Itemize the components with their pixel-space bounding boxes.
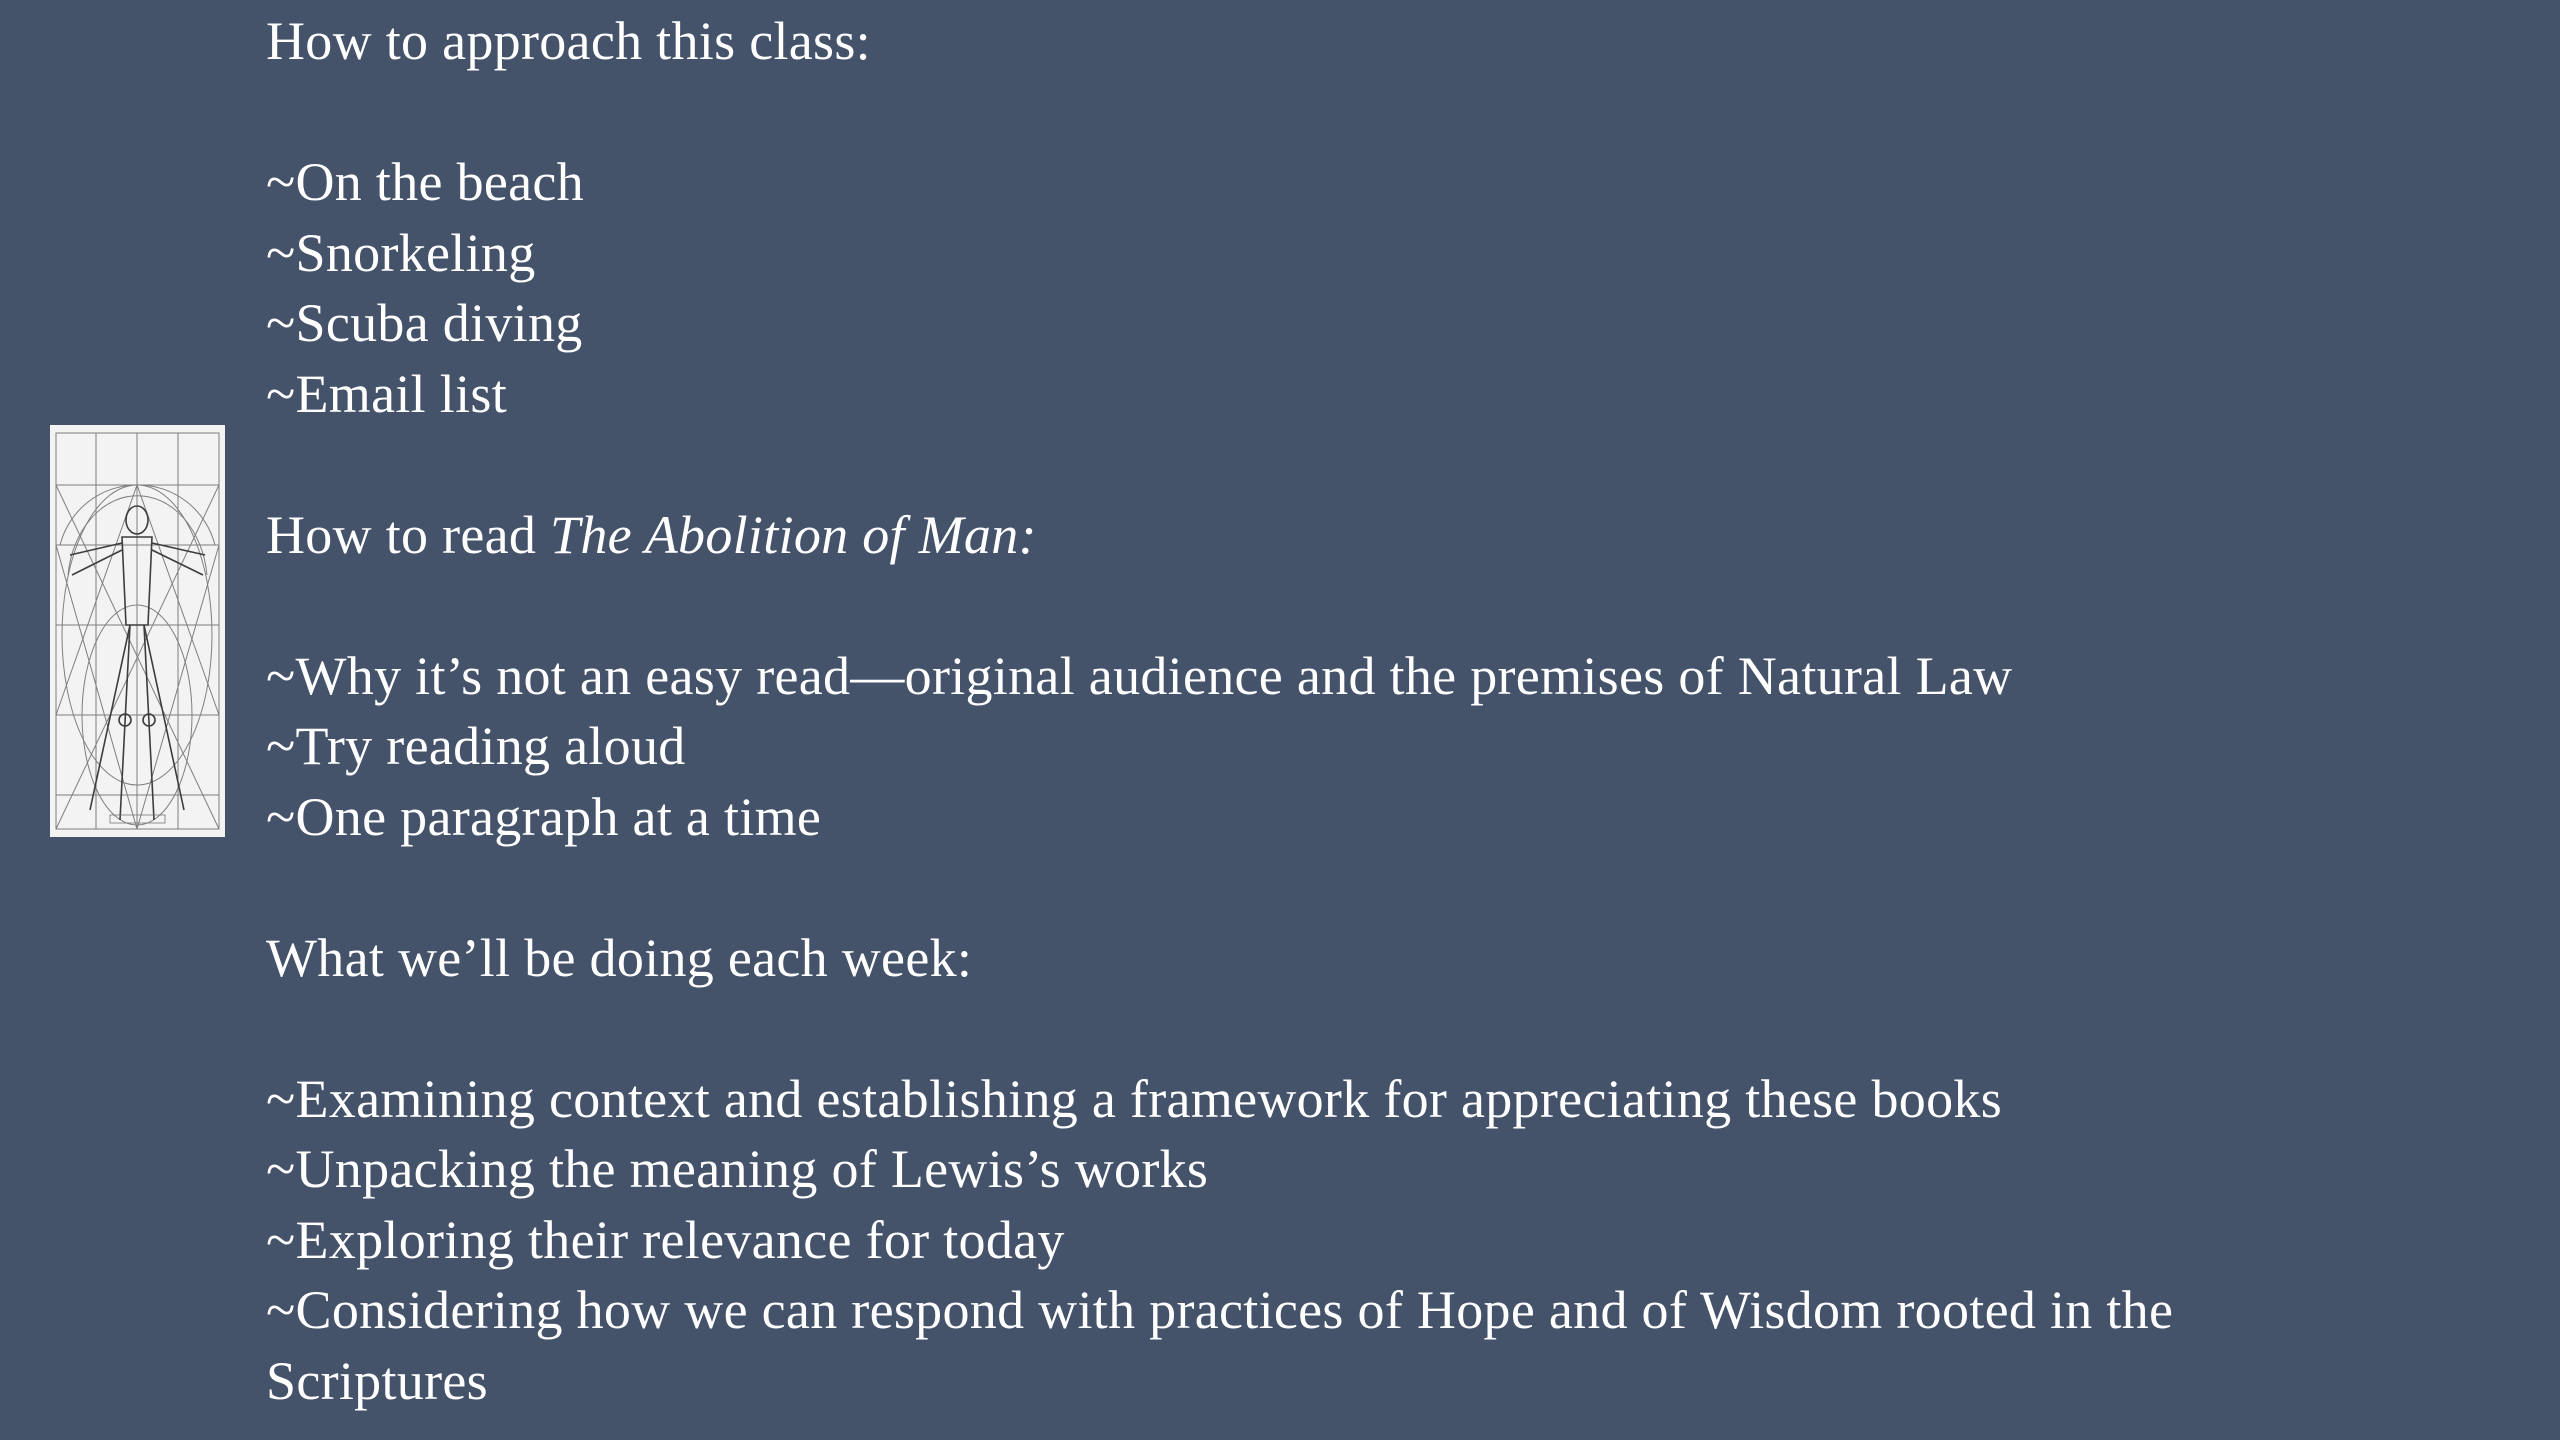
list-item: ~Exploring their relevance for today xyxy=(266,1209,1065,1270)
list-item: ~One paragraph at a time xyxy=(266,786,822,847)
list-item: ~Considering how we can respond with practices of Hope and of Wisdom rooted in the Scriptures xyxy=(266,1280,2174,1411)
list-item: ~Unpacking the meaning of Lewis’s works xyxy=(266,1139,1209,1199)
human-proportions-drawing xyxy=(50,425,225,837)
list-item: ~Email list xyxy=(266,363,508,424)
spacer xyxy=(266,77,2526,148)
proportion-diagram-image xyxy=(50,425,225,837)
spacer xyxy=(266,993,2526,1064)
section-heading-approach: How to approach this class: xyxy=(266,11,871,71)
list-item: ~Why it’s not an easy read—original audience and the premises of Natural Law xyxy=(266,645,2013,706)
list-item: ~Scuba diving xyxy=(266,293,583,353)
list-item: ~Snorkeling xyxy=(266,222,536,283)
spacer xyxy=(266,852,2526,923)
slide-body xyxy=(266,6,2526,1416)
heading-prefix: How to read xyxy=(266,504,551,565)
list-item: ~On the beach xyxy=(266,152,584,212)
list-item: ~Examining context and establishing a framework for appreciating these books xyxy=(266,1068,2003,1129)
section-heading-how-to-read xyxy=(266,500,2526,571)
spacer xyxy=(266,429,2526,500)
spacer xyxy=(266,570,2526,641)
section-heading-weekly: What we’ll be doing each week: xyxy=(266,927,973,988)
book-title: The Abolition of Man: xyxy=(550,504,1037,565)
list-item: ~Try reading aloud xyxy=(266,716,686,776)
